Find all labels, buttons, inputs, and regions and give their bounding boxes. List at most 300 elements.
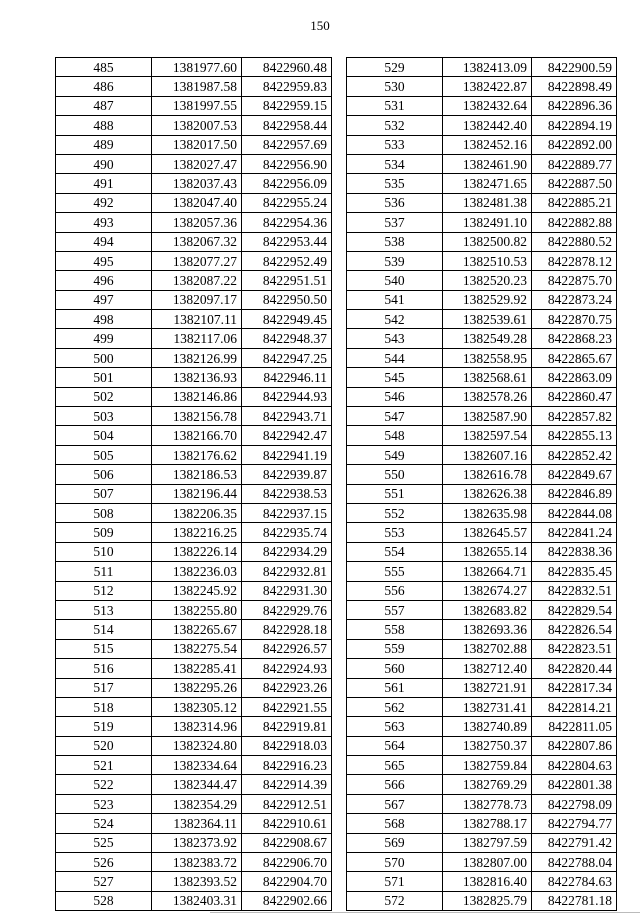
x-coordinate-cell: 1382422.87 — [443, 77, 532, 96]
y-coordinate-cell: 8422835.45 — [532, 562, 617, 581]
x-coordinate-cell: 1382344.47 — [152, 775, 242, 794]
point-number-cell: 493 — [56, 213, 152, 232]
point-number-cell: 562 — [347, 697, 443, 716]
point-number-cell: 501 — [56, 368, 152, 387]
table-row — [56, 620, 332, 639]
table-row — [56, 562, 332, 581]
point-number-cell: 510 — [56, 542, 152, 561]
point-number-cell: 537 — [347, 213, 443, 232]
y-coordinate-cell: 8422950.50 — [242, 290, 332, 309]
table-row — [347, 465, 617, 484]
point-number-cell: 516 — [56, 659, 152, 678]
y-coordinate-cell: 8422804.63 — [532, 756, 617, 775]
table-row — [347, 736, 617, 755]
point-number-cell: 530 — [347, 77, 443, 96]
point-number-cell: 512 — [56, 581, 152, 600]
table-row — [347, 503, 617, 522]
y-coordinate-cell: 8422868.23 — [532, 329, 617, 348]
y-coordinate-cell: 8422955.24 — [242, 193, 332, 212]
table-row — [56, 58, 332, 77]
y-coordinate-cell: 8422896.36 — [532, 96, 617, 115]
table-row — [347, 659, 617, 678]
y-coordinate-cell: 8422823.51 — [532, 639, 617, 658]
table-row — [347, 523, 617, 542]
point-number-cell: 523 — [56, 794, 152, 813]
table-row — [56, 232, 332, 251]
x-coordinate-cell: 1382107.11 — [152, 310, 242, 329]
point-number-cell: 556 — [347, 581, 443, 600]
point-number-cell: 571 — [347, 872, 443, 891]
point-number-cell: 559 — [347, 639, 443, 658]
point-number-cell: 557 — [347, 600, 443, 619]
x-coordinate-cell: 1382549.28 — [443, 329, 532, 348]
point-number-cell: 495 — [56, 251, 152, 270]
x-coordinate-cell: 1382216.25 — [152, 523, 242, 542]
table-row — [56, 891, 332, 910]
table-row — [56, 77, 332, 96]
table-row — [56, 794, 332, 813]
y-coordinate-cell: 8422829.54 — [532, 600, 617, 619]
x-coordinate-cell: 1382314.96 — [152, 717, 242, 736]
footer-divider — [210, 912, 640, 913]
table-row — [56, 251, 332, 270]
x-coordinate-cell: 1382413.09 — [443, 58, 532, 77]
point-number-cell: 513 — [56, 600, 152, 619]
point-number-cell: 527 — [56, 872, 152, 891]
table-row — [56, 193, 332, 212]
y-coordinate-cell: 8422931.30 — [242, 581, 332, 600]
point-number-cell: 539 — [347, 251, 443, 270]
x-coordinate-cell: 1382334.64 — [152, 756, 242, 775]
point-number-cell: 560 — [347, 659, 443, 678]
table-row — [347, 639, 617, 658]
table-row — [347, 678, 617, 697]
point-number-cell: 489 — [56, 135, 152, 154]
x-coordinate-cell: 1382788.17 — [443, 814, 532, 833]
table-row — [347, 794, 617, 813]
y-coordinate-cell: 8422939.87 — [242, 465, 332, 484]
table-row — [347, 484, 617, 503]
x-coordinate-cell: 1382578.26 — [443, 387, 532, 406]
table-row — [347, 174, 617, 193]
point-number-cell: 504 — [56, 426, 152, 445]
x-coordinate-cell: 1382655.14 — [443, 542, 532, 561]
x-coordinate-cell: 1382664.71 — [443, 562, 532, 581]
point-number-cell: 496 — [56, 271, 152, 290]
table-row — [347, 329, 617, 348]
table-row — [56, 736, 332, 755]
x-coordinate-cell: 1382626.38 — [443, 484, 532, 503]
y-coordinate-cell: 8422855.13 — [532, 426, 617, 445]
point-number-cell: 555 — [347, 562, 443, 581]
point-number-cell: 534 — [347, 154, 443, 173]
point-number-cell: 548 — [347, 426, 443, 445]
point-number-cell: 507 — [56, 484, 152, 503]
table-row — [56, 465, 332, 484]
y-coordinate-cell: 8422916.23 — [242, 756, 332, 775]
point-number-cell: 533 — [347, 135, 443, 154]
y-coordinate-cell: 8422889.77 — [532, 154, 617, 173]
y-coordinate-cell: 8422932.81 — [242, 562, 332, 581]
x-coordinate-cell: 1382245.92 — [152, 581, 242, 600]
y-coordinate-cell: 8422880.52 — [532, 232, 617, 251]
point-number-cell: 498 — [56, 310, 152, 329]
point-number-cell: 506 — [56, 465, 152, 484]
table-row — [347, 77, 617, 96]
y-coordinate-cell: 8422943.71 — [242, 407, 332, 426]
point-number-cell: 542 — [347, 310, 443, 329]
x-coordinate-cell: 1382797.59 — [443, 833, 532, 852]
y-coordinate-cell: 8422807.86 — [532, 736, 617, 755]
x-coordinate-cell: 1382452.16 — [443, 135, 532, 154]
x-coordinate-cell: 1382255.80 — [152, 600, 242, 619]
x-coordinate-cell: 1382616.78 — [443, 465, 532, 484]
point-number-cell: 488 — [56, 116, 152, 135]
table-row — [56, 697, 332, 716]
point-number-cell: 508 — [56, 503, 152, 522]
point-number-cell: 569 — [347, 833, 443, 852]
y-coordinate-cell: 8422954.36 — [242, 213, 332, 232]
point-number-cell: 543 — [347, 329, 443, 348]
coordinates-table-left — [55, 57, 332, 911]
x-coordinate-cell: 1382597.54 — [443, 426, 532, 445]
point-number-cell: 544 — [347, 348, 443, 367]
point-number-cell: 509 — [56, 523, 152, 542]
table-row — [347, 154, 617, 173]
point-number-cell: 486 — [56, 77, 152, 96]
y-coordinate-cell: 8422960.48 — [242, 58, 332, 77]
x-coordinate-cell: 1382587.90 — [443, 407, 532, 426]
point-number-cell: 522 — [56, 775, 152, 794]
y-coordinate-cell: 8422959.15 — [242, 96, 332, 115]
table-row — [347, 872, 617, 891]
point-number-cell: 563 — [347, 717, 443, 736]
x-coordinate-cell: 1382166.70 — [152, 426, 242, 445]
y-coordinate-cell: 8422898.49 — [532, 77, 617, 96]
x-coordinate-cell: 1382510.53 — [443, 251, 532, 270]
table-row — [347, 426, 617, 445]
table-row — [56, 407, 332, 426]
y-coordinate-cell: 8422875.70 — [532, 271, 617, 290]
table-row — [347, 581, 617, 600]
point-number-cell: 532 — [347, 116, 443, 135]
x-coordinate-cell: 1382305.12 — [152, 697, 242, 716]
x-coordinate-cell: 1382206.35 — [152, 503, 242, 522]
table-row — [347, 368, 617, 387]
table-row — [347, 271, 617, 290]
point-number-cell: 520 — [56, 736, 152, 755]
point-number-cell: 505 — [56, 445, 152, 464]
table-row — [347, 135, 617, 154]
table-row — [347, 833, 617, 852]
y-coordinate-cell: 8422906.70 — [242, 853, 332, 872]
point-number-cell: 499 — [56, 329, 152, 348]
table-row — [56, 96, 332, 115]
point-number-cell: 561 — [347, 678, 443, 697]
point-number-cell: 564 — [347, 736, 443, 755]
x-coordinate-cell: 1382176.62 — [152, 445, 242, 464]
x-coordinate-cell: 1382403.31 — [152, 891, 242, 910]
x-coordinate-cell: 1382236.03 — [152, 562, 242, 581]
point-number-cell: 502 — [56, 387, 152, 406]
y-coordinate-cell: 8422934.29 — [242, 542, 332, 561]
x-coordinate-cell: 1382721.91 — [443, 678, 532, 697]
x-coordinate-cell: 1382077.27 — [152, 251, 242, 270]
point-number-cell: 546 — [347, 387, 443, 406]
table-row — [56, 756, 332, 775]
table-row — [56, 174, 332, 193]
y-coordinate-cell: 8422870.75 — [532, 310, 617, 329]
y-coordinate-cell: 8422887.50 — [532, 174, 617, 193]
table-row — [347, 251, 617, 270]
y-coordinate-cell: 8422892.00 — [532, 135, 617, 154]
x-coordinate-cell: 1382226.14 — [152, 542, 242, 561]
page-number: 150 — [310, 18, 330, 33]
point-number-cell: 572 — [347, 891, 443, 910]
x-coordinate-cell: 1382491.10 — [443, 213, 532, 232]
table-row — [56, 639, 332, 658]
y-coordinate-cell: 8422863.09 — [532, 368, 617, 387]
x-coordinate-cell: 1382529.92 — [443, 290, 532, 309]
y-coordinate-cell: 8422784.63 — [532, 872, 617, 891]
y-coordinate-cell: 8422958.44 — [242, 116, 332, 135]
x-coordinate-cell: 1382196.44 — [152, 484, 242, 503]
y-coordinate-cell: 8422919.81 — [242, 717, 332, 736]
point-number-cell: 552 — [347, 503, 443, 522]
table-row — [56, 154, 332, 173]
table-row — [56, 833, 332, 852]
table-row — [56, 775, 332, 794]
y-coordinate-cell: 8422924.93 — [242, 659, 332, 678]
y-coordinate-cell: 8422873.24 — [532, 290, 617, 309]
x-coordinate-cell: 1382087.22 — [152, 271, 242, 290]
point-number-cell: 554 — [347, 542, 443, 561]
point-number-cell: 521 — [56, 756, 152, 775]
y-coordinate-cell: 8422826.54 — [532, 620, 617, 639]
y-coordinate-cell: 8422959.83 — [242, 77, 332, 96]
table-row — [56, 678, 332, 697]
x-coordinate-cell: 1382607.16 — [443, 445, 532, 464]
y-coordinate-cell: 8422912.51 — [242, 794, 332, 813]
table-row — [347, 697, 617, 716]
y-coordinate-cell: 8422951.51 — [242, 271, 332, 290]
y-coordinate-cell: 8422801.38 — [532, 775, 617, 794]
point-number-cell: 538 — [347, 232, 443, 251]
table-row — [56, 484, 332, 503]
point-number-cell: 565 — [347, 756, 443, 775]
y-coordinate-cell: 8422814.21 — [532, 697, 617, 716]
x-coordinate-cell: 1382461.90 — [443, 154, 532, 173]
point-number-cell: 536 — [347, 193, 443, 212]
y-coordinate-cell: 8422944.93 — [242, 387, 332, 406]
table-row — [347, 600, 617, 619]
y-coordinate-cell: 8422902.66 — [242, 891, 332, 910]
table-row — [56, 387, 332, 406]
y-coordinate-cell: 8422948.37 — [242, 329, 332, 348]
x-coordinate-cell: 1382265.67 — [152, 620, 242, 639]
point-number-cell: 524 — [56, 814, 152, 833]
x-coordinate-cell: 1382057.36 — [152, 213, 242, 232]
point-number-cell: 514 — [56, 620, 152, 639]
x-coordinate-cell: 1382481.38 — [443, 193, 532, 212]
point-number-cell: 494 — [56, 232, 152, 251]
y-coordinate-cell: 8422811.05 — [532, 717, 617, 736]
table-row — [347, 814, 617, 833]
point-number-cell: 529 — [347, 58, 443, 77]
table-row — [56, 717, 332, 736]
x-coordinate-cell: 1382816.40 — [443, 872, 532, 891]
y-coordinate-cell: 8422923.26 — [242, 678, 332, 697]
x-coordinate-cell: 1382047.40 — [152, 193, 242, 212]
y-coordinate-cell: 8422938.53 — [242, 484, 332, 503]
x-coordinate-cell: 1382097.17 — [152, 290, 242, 309]
point-number-cell: 545 — [347, 368, 443, 387]
table-row — [56, 116, 332, 135]
point-number-cell: 519 — [56, 717, 152, 736]
x-coordinate-cell: 1382146.86 — [152, 387, 242, 406]
y-coordinate-cell: 8422941.19 — [242, 445, 332, 464]
y-coordinate-cell: 8422878.12 — [532, 251, 617, 270]
point-number-cell: 528 — [56, 891, 152, 910]
x-coordinate-cell: 1382471.65 — [443, 174, 532, 193]
y-coordinate-cell: 8422946.11 — [242, 368, 332, 387]
y-coordinate-cell: 8422929.76 — [242, 600, 332, 619]
y-coordinate-cell: 8422956.90 — [242, 154, 332, 173]
table-row — [56, 310, 332, 329]
x-coordinate-cell: 1382354.29 — [152, 794, 242, 813]
point-number-cell: 487 — [56, 96, 152, 115]
table-row — [56, 135, 332, 154]
x-coordinate-cell: 1381977.60 — [152, 58, 242, 77]
point-number-cell: 500 — [56, 348, 152, 367]
y-coordinate-cell: 8422926.57 — [242, 639, 332, 658]
x-coordinate-cell: 1382712.40 — [443, 659, 532, 678]
y-coordinate-cell: 8422904.70 — [242, 872, 332, 891]
x-coordinate-cell: 1382769.29 — [443, 775, 532, 794]
table-row — [56, 542, 332, 561]
y-coordinate-cell: 8422935.74 — [242, 523, 332, 542]
point-number-cell: 550 — [347, 465, 443, 484]
y-coordinate-cell: 8422817.34 — [532, 678, 617, 697]
point-number-cell: 525 — [56, 833, 152, 852]
point-number-cell: 517 — [56, 678, 152, 697]
point-number-cell: 553 — [347, 523, 443, 542]
y-coordinate-cell: 8422921.55 — [242, 697, 332, 716]
point-number-cell: 566 — [347, 775, 443, 794]
table-row — [56, 368, 332, 387]
point-number-cell: 490 — [56, 154, 152, 173]
y-coordinate-cell: 8422947.25 — [242, 348, 332, 367]
table-row — [56, 271, 332, 290]
x-coordinate-cell: 1382825.79 — [443, 891, 532, 910]
point-number-cell: 567 — [347, 794, 443, 813]
table-row — [347, 620, 617, 639]
y-coordinate-cell: 8422914.39 — [242, 775, 332, 794]
x-coordinate-cell: 1382731.41 — [443, 697, 532, 716]
x-coordinate-cell: 1382186.53 — [152, 465, 242, 484]
x-coordinate-cell: 1382645.57 — [443, 523, 532, 542]
table-row — [56, 600, 332, 619]
point-number-cell: 551 — [347, 484, 443, 503]
table-row — [347, 853, 617, 872]
x-coordinate-cell: 1381997.55 — [152, 96, 242, 115]
y-coordinate-cell: 8422857.82 — [532, 407, 617, 426]
point-number-cell: 491 — [56, 174, 152, 193]
table-row — [347, 407, 617, 426]
y-coordinate-cell: 8422882.88 — [532, 213, 617, 232]
x-coordinate-cell: 1382393.52 — [152, 872, 242, 891]
table-row — [56, 503, 332, 522]
y-coordinate-cell: 8422953.44 — [242, 232, 332, 251]
y-coordinate-cell: 8422928.18 — [242, 620, 332, 639]
point-number-cell: 540 — [347, 271, 443, 290]
x-coordinate-cell: 1382432.64 — [443, 96, 532, 115]
table-row — [347, 542, 617, 561]
y-coordinate-cell: 8422918.03 — [242, 736, 332, 755]
point-number-cell: 568 — [347, 814, 443, 833]
y-coordinate-cell: 8422841.24 — [532, 523, 617, 542]
y-coordinate-cell: 8422832.51 — [532, 581, 617, 600]
point-number-cell: 503 — [56, 407, 152, 426]
x-coordinate-cell: 1382126.99 — [152, 348, 242, 367]
table-row — [347, 232, 617, 251]
y-coordinate-cell: 8422794.77 — [532, 814, 617, 833]
y-coordinate-cell: 8422865.67 — [532, 348, 617, 367]
x-coordinate-cell: 1382324.80 — [152, 736, 242, 755]
x-coordinate-cell: 1382674.27 — [443, 581, 532, 600]
table-row — [347, 310, 617, 329]
y-coordinate-cell: 8422900.59 — [532, 58, 617, 77]
y-coordinate-cell: 8422798.09 — [532, 794, 617, 813]
table-row — [347, 891, 617, 910]
x-coordinate-cell: 1382702.88 — [443, 639, 532, 658]
y-coordinate-cell: 8422788.04 — [532, 853, 617, 872]
y-coordinate-cell: 8422849.67 — [532, 465, 617, 484]
point-number-cell: 531 — [347, 96, 443, 115]
x-coordinate-cell: 1382759.84 — [443, 756, 532, 775]
table-row — [347, 96, 617, 115]
y-coordinate-cell: 8422844.08 — [532, 503, 617, 522]
table-row — [56, 872, 332, 891]
x-coordinate-cell: 1382017.50 — [152, 135, 242, 154]
table-row — [56, 523, 332, 542]
table-row — [56, 290, 332, 309]
table-row — [347, 213, 617, 232]
x-coordinate-cell: 1382027.47 — [152, 154, 242, 173]
table-row — [56, 659, 332, 678]
table-row — [56, 329, 332, 348]
y-coordinate-cell: 8422957.69 — [242, 135, 332, 154]
x-coordinate-cell: 1382778.73 — [443, 794, 532, 813]
table-row — [347, 58, 617, 77]
x-coordinate-cell: 1382295.26 — [152, 678, 242, 697]
x-coordinate-cell: 1382683.82 — [443, 600, 532, 619]
table-row — [56, 445, 332, 464]
point-number-cell: 518 — [56, 697, 152, 716]
point-number-cell: 497 — [56, 290, 152, 309]
x-coordinate-cell: 1382500.82 — [443, 232, 532, 251]
x-coordinate-cell: 1382373.92 — [152, 833, 242, 852]
table-row — [347, 756, 617, 775]
y-coordinate-cell: 8422846.89 — [532, 484, 617, 503]
coordinates-table-right — [346, 57, 617, 911]
x-coordinate-cell: 1382156.78 — [152, 407, 242, 426]
table-row — [56, 426, 332, 445]
x-coordinate-cell: 1382285.41 — [152, 659, 242, 678]
y-coordinate-cell: 8422791.42 — [532, 833, 617, 852]
point-number-cell: 535 — [347, 174, 443, 193]
point-number-cell: 515 — [56, 639, 152, 658]
